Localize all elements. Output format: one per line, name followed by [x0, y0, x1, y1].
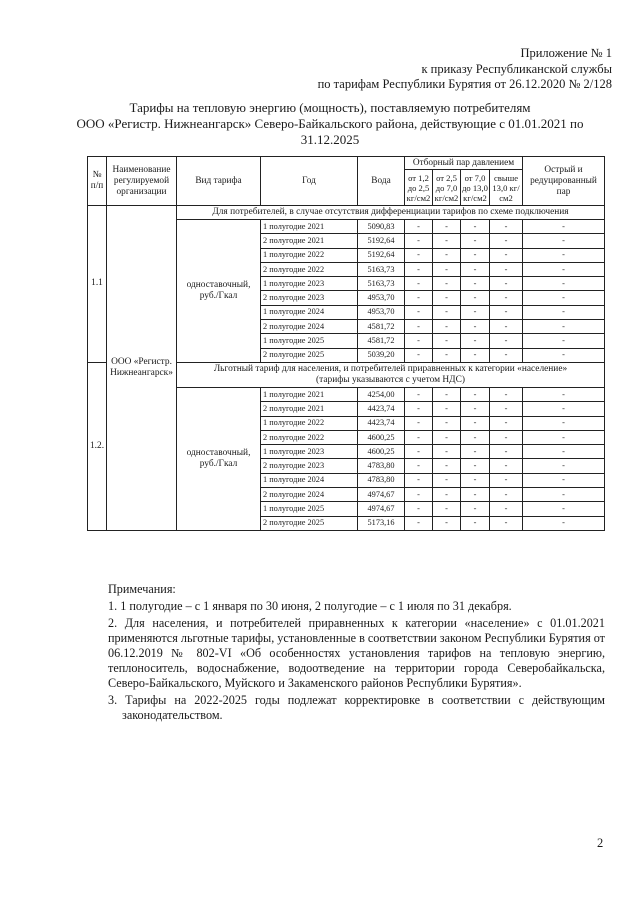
empty-value-cell: - — [405, 291, 433, 305]
empty-value-cell: - — [433, 248, 461, 262]
empty-value-cell: - — [433, 305, 461, 319]
empty-value-cell: - — [523, 416, 605, 430]
section-title: Для потребителей, в случае отсутствия дифференциации тарифов по схеме подключения — [177, 206, 605, 220]
empty-value-cell: - — [405, 234, 433, 248]
empty-value-cell: - — [433, 430, 461, 444]
empty-value-cell: - — [433, 488, 461, 502]
empty-value-cell: - — [405, 220, 433, 234]
tariff-type: одноставочный, руб./Гкал — [177, 220, 261, 363]
header-pressure-3: от 7,0 до 13,0 кг/см2 — [461, 170, 490, 206]
empty-value-cell: - — [461, 502, 490, 516]
empty-value-cell: - — [523, 348, 605, 362]
period-cell: 1 полугодие 2025 — [261, 502, 358, 516]
document-title — [70, 100, 590, 148]
header-year: Год — [261, 157, 358, 206]
period-cell: 2 полугодие 2025 — [261, 348, 358, 362]
empty-value-cell: - — [523, 445, 605, 459]
header-num: № п/п — [88, 157, 107, 206]
empty-value-cell: - — [461, 305, 490, 319]
empty-value-cell: - — [523, 277, 605, 291]
empty-value-cell: - — [405, 416, 433, 430]
empty-value-cell: - — [461, 291, 490, 305]
empty-value-cell: - — [433, 416, 461, 430]
water-tariff-cell: 5163,73 — [358, 262, 405, 276]
water-tariff-cell: 4783,80 — [358, 473, 405, 487]
empty-value-cell: - — [523, 320, 605, 334]
section-title-row — [88, 206, 605, 220]
water-tariff-cell: 4953,70 — [358, 305, 405, 319]
empty-value-cell: - — [405, 473, 433, 487]
empty-value-cell: - — [433, 262, 461, 276]
empty-value-cell: - — [405, 348, 433, 362]
empty-value-cell: - — [405, 488, 433, 502]
empty-value-cell: - — [433, 320, 461, 334]
empty-value-cell: - — [490, 387, 523, 401]
empty-value-cell: - — [461, 488, 490, 502]
empty-value-cell: - — [523, 262, 605, 276]
empty-value-cell: - — [490, 234, 523, 248]
period-cell: 2 полугодие 2025 — [261, 516, 358, 530]
empty-value-cell: - — [490, 320, 523, 334]
header-sharp-steam: Острый и редуцированный пар — [523, 157, 605, 206]
period-cell: 2 полугодие 2021 — [261, 234, 358, 248]
empty-value-cell: - — [461, 430, 490, 444]
empty-value-cell: - — [461, 402, 490, 416]
empty-value-cell: - — [433, 516, 461, 530]
empty-value-cell: - — [405, 502, 433, 516]
empty-value-cell: - — [490, 473, 523, 487]
empty-value-cell: - — [523, 430, 605, 444]
section-title-line-2: (тарифы указываются с учетом НДС) — [316, 374, 465, 385]
empty-value-cell: - — [461, 234, 490, 248]
empty-value-cell: - — [490, 430, 523, 444]
water-tariff-cell: 4953,70 — [358, 291, 405, 305]
empty-value-cell: - — [490, 248, 523, 262]
empty-value-cell: - — [490, 262, 523, 276]
appendix-header — [318, 46, 612, 93]
notes — [108, 582, 605, 723]
empty-value-cell: - — [490, 277, 523, 291]
period-cell: 2 полугодие 2022 — [261, 430, 358, 444]
empty-value-cell: - — [523, 387, 605, 401]
water-tariff-cell: 5173,16 — [358, 516, 405, 530]
empty-value-cell: - — [490, 459, 523, 473]
page-number: 2 — [597, 836, 604, 850]
empty-value-cell: - — [461, 459, 490, 473]
empty-value-cell: - — [405, 277, 433, 291]
period-cell: 2 полугодие 2022 — [261, 262, 358, 276]
empty-value-cell: - — [461, 334, 490, 348]
empty-value-cell: - — [405, 262, 433, 276]
header-steam-group: Отборный пар давлением — [405, 157, 523, 170]
empty-value-cell: - — [405, 334, 433, 348]
tariff-type: одноставочный, руб./Гкал — [177, 387, 261, 530]
note-3: 3. Тарифы на 2022-2025 годы подлежат корректировке в соответствии с действующим законодательством. — [108, 693, 605, 722]
empty-value-cell: - — [523, 220, 605, 234]
empty-value-cell: - — [461, 473, 490, 487]
appendix-order-line: к приказу Республиканской службы — [421, 61, 612, 76]
empty-value-cell: - — [405, 248, 433, 262]
empty-value-cell: - — [490, 502, 523, 516]
water-tariff-cell: 4581,72 — [358, 320, 405, 334]
water-tariff-cell: 4581,72 — [358, 334, 405, 348]
section-number: 1.1 — [88, 206, 107, 363]
empty-value-cell: - — [405, 430, 433, 444]
empty-value-cell: - — [433, 402, 461, 416]
empty-value-cell: - — [490, 488, 523, 502]
empty-value-cell: - — [461, 262, 490, 276]
empty-value-cell: - — [523, 291, 605, 305]
water-tariff-cell: 5090,83 — [358, 220, 405, 234]
empty-value-cell: - — [405, 445, 433, 459]
empty-value-cell: - — [433, 291, 461, 305]
period-cell: 2 полугодие 2021 — [261, 402, 358, 416]
empty-value-cell: - — [461, 416, 490, 430]
period-cell: 1 полугодие 2021 — [261, 220, 358, 234]
period-cell: 1 полугодие 2023 — [261, 445, 358, 459]
water-tariff-cell: 4254,00 — [358, 387, 405, 401]
period-cell: 2 полугодие 2023 — [261, 459, 358, 473]
empty-value-cell: - — [461, 320, 490, 334]
empty-value-cell: - — [405, 459, 433, 473]
title-line-1: Тарифы на тепловую энергию (мощность), поставляемую потребителям — [129, 100, 531, 115]
empty-value-cell: - — [490, 305, 523, 319]
empty-value-cell: - — [490, 291, 523, 305]
empty-value-cell: - — [490, 348, 523, 362]
empty-value-cell: - — [405, 320, 433, 334]
empty-value-cell: - — [523, 502, 605, 516]
empty-value-cell: - — [523, 402, 605, 416]
empty-value-cell: - — [405, 387, 433, 401]
header-tariff-type: Вид тарифа — [177, 157, 261, 206]
water-tariff-cell: 5163,73 — [358, 277, 405, 291]
empty-value-cell: - — [490, 334, 523, 348]
note-2: 2. Для населения, и потребителей приравненных к категории «население» с 01.01.2021 применяются льготные тарифы, установленные в соответствии законом Республики Бурятия от 06.12.2019 № 802-VI «Об особенностях установления тарифов на тепловую энергию, теплоноситель, водоснабжение, водоотведение на территории города Северобайкальска, Северо-Байкальского, Муйского и Закаменского районов Республики Бурятия». — [108, 616, 605, 690]
empty-value-cell: - — [523, 248, 605, 262]
title-line-2: ООО «Регистр. Нижнеангарск» Северо-Байкальского района, действующие с 01.01.2021 по — [76, 116, 584, 131]
empty-value-cell: - — [433, 334, 461, 348]
empty-value-cell: - — [433, 387, 461, 401]
empty-value-cell: - — [433, 445, 461, 459]
period-cell: 1 полугодие 2023 — [261, 277, 358, 291]
empty-value-cell: - — [490, 445, 523, 459]
note-1: 1. 1 полугодие – с 1 января по 30 июня, 2 полугодие – с 1 июля по 31 декабря. — [108, 599, 512, 613]
period-cell: 2 полугодие 2024 — [261, 488, 358, 502]
water-tariff-cell: 4974,67 — [358, 488, 405, 502]
header-org: Наименование регулируемой организации — [107, 157, 177, 206]
period-cell: 1 полугодие 2025 — [261, 334, 358, 348]
section-title-line-1: Льготный тариф для населения, и потребителей приравненных к категории «население» — [213, 363, 568, 374]
empty-value-cell: - — [461, 348, 490, 362]
header-pressure-2: от 2,5 до 7,0 кг/см2 — [433, 170, 461, 206]
empty-value-cell: - — [490, 402, 523, 416]
tariff-table — [87, 156, 605, 531]
water-tariff-cell: 5192,64 — [358, 234, 405, 248]
empty-value-cell: - — [523, 234, 605, 248]
empty-value-cell: - — [461, 220, 490, 234]
appendix-title: Приложение № 1 — [520, 46, 612, 60]
empty-value-cell: - — [523, 516, 605, 530]
period-cell: 1 полугодие 2021 — [261, 387, 358, 401]
period-cell: 2 полугодие 2024 — [261, 320, 358, 334]
empty-value-cell: - — [490, 220, 523, 234]
empty-value-cell: - — [461, 445, 490, 459]
empty-value-cell: - — [461, 516, 490, 530]
empty-value-cell: - — [523, 488, 605, 502]
period-cell: 1 полугодие 2022 — [261, 416, 358, 430]
water-tariff-cell: 5039,20 — [358, 348, 405, 362]
empty-value-cell: - — [433, 348, 461, 362]
empty-value-cell: - — [523, 459, 605, 473]
notes-heading: Примечания: — [108, 582, 176, 596]
period-cell: 2 полугодие 2023 — [261, 291, 358, 305]
water-tariff-cell: 4423,74 — [358, 402, 405, 416]
water-tariff-cell: 4600,25 — [358, 430, 405, 444]
organization-name: ООО «Регистр. Нижнеангарск» — [107, 206, 177, 531]
empty-value-cell: - — [461, 387, 490, 401]
water-tariff-cell: 4783,80 — [358, 459, 405, 473]
empty-value-cell: - — [433, 473, 461, 487]
empty-value-cell: - — [433, 234, 461, 248]
header-pressure-1: от 1,2 до 2,5 кг/см2 — [405, 170, 433, 206]
water-tariff-cell: 4423,74 — [358, 416, 405, 430]
period-cell: 1 полугодие 2024 — [261, 305, 358, 319]
water-tariff-cell: 4974,67 — [358, 502, 405, 516]
period-cell: 1 полугодие 2022 — [261, 248, 358, 262]
empty-value-cell: - — [433, 277, 461, 291]
empty-value-cell: - — [523, 305, 605, 319]
water-tariff-cell: 5192,64 — [358, 248, 405, 262]
empty-value-cell: - — [461, 277, 490, 291]
empty-value-cell: - — [523, 473, 605, 487]
section-number: 1.2. — [88, 362, 107, 530]
water-tariff-cell: 4600,25 — [358, 445, 405, 459]
header-water: Вода — [358, 157, 405, 206]
title-line-3: 31.12.2025 — [300, 132, 360, 147]
period-cell: 1 полугодие 2024 — [261, 473, 358, 487]
empty-value-cell: - — [405, 516, 433, 530]
appendix-order-date: по тарифам Республики Бурятия от 26.12.2020 № 2/128 — [317, 77, 612, 91]
empty-value-cell: - — [461, 248, 490, 262]
empty-value-cell: - — [490, 516, 523, 530]
empty-value-cell: - — [405, 402, 433, 416]
empty-value-cell: - — [490, 416, 523, 430]
empty-value-cell: - — [405, 305, 433, 319]
section-title — [177, 362, 605, 387]
empty-value-cell: - — [433, 502, 461, 516]
empty-value-cell: - — [523, 334, 605, 348]
header-pressure-4: свыше 13,0 кг/см2 — [490, 170, 523, 206]
empty-value-cell: - — [433, 220, 461, 234]
empty-value-cell: - — [433, 459, 461, 473]
